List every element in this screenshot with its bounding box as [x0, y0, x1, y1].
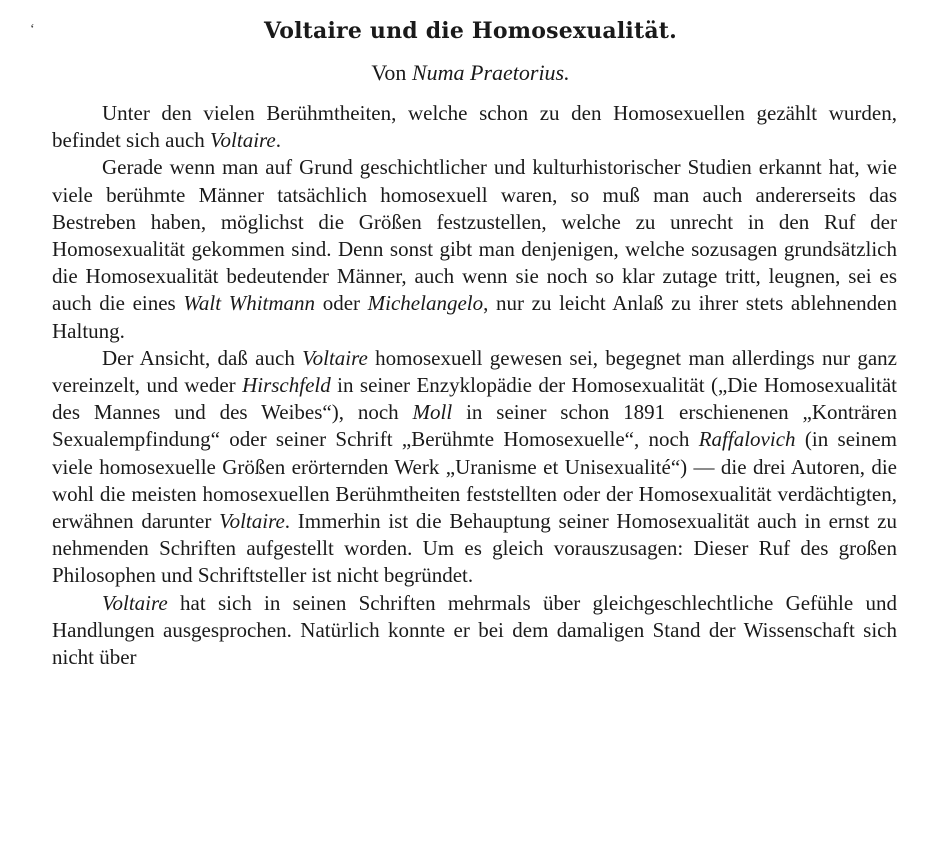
paragraph-text: in seiner schon 1891 erschienenen „Konträren Sexualempfindung“ oder seiner Schrift „Berühmte Homosexuelle“, noch: [52, 400, 897, 452]
author-name: Numa Praetorius.: [411, 60, 570, 85]
paragraph-text: .: [275, 128, 281, 153]
emphasized-name: Voltaire: [219, 509, 285, 534]
paragraph-text: oder: [315, 291, 368, 316]
paragraph-text: hat sich in seinen Schriften mehrmals über gleichgeschlechtliche Gefühle und Handlungen ausgesprochen. Natürlich konnte er bei dem damaligen Stand der Wissenschaft sich nicht über: [52, 590, 897, 670]
paragraph-text: Unter den vielen Berühmtheiten, welche schon zu den Homosexuellen gezählt wurden, befindet sich auch: [52, 101, 897, 153]
paragraph-text: . Immerhin ist die Behauptung seiner Homosexualität auch in ernst zu nehmenden Schriften aufgestellt worden. Um es gleich vorauszusagen: Dieser Ruf des großen Philosophen und Schriftsteller ist nicht begründet.: [52, 509, 897, 588]
paragraph: [52, 154, 897, 344]
paragraph-text: , nur zu leicht Anlaß zu ihrer stets ablehnenden Haltung.: [52, 291, 897, 343]
paragraph-text: (in seinem viele homosexuelle Größen erörternden Werk „Uranisme et Unisexualité“) — die drei Autoren, die wohl die meisten homosexuellen Berühmtheiten feststellten oder der Homosexualität verdächtigten, erwähnen darunter: [52, 427, 898, 534]
byline: [0, 60, 941, 86]
marginal-mark: ‘: [30, 22, 35, 37]
article-title: Voltaire und die Homosexualität.: [263, 18, 678, 44]
paragraph-text: homosexuell gewesen sei, begegnet man allerdings nur ganz vereinzelt, und weder: [52, 345, 897, 398]
emphasized-name: Voltaire: [102, 590, 168, 615]
emphasized-name: Walt Whitmann: [183, 291, 316, 316]
emphasized-name: Raffalovich: [698, 427, 796, 452]
paragraph: [52, 100, 897, 154]
paragraph-text: Gerade wenn man auf Grund geschichtlicher und kulturhistorischer Studien erkannt hat, wie viele berühmte Männer tatsächlich homosexuell waren, so muß man auch andererseits das Bestreben haben, möglichst die Größen festzustellen, welche zu unrecht in den Ruf der Homosexualität gekommen sind. Denn sonst gibt man denjenigen, welche sozusagen grundsätzlich die Homosexualität bedeutender Männer, auch wenn sie noch so klar zutage tritt, leugnen, sei es auch die eines: [52, 155, 897, 316]
article-body: [52, 100, 897, 671]
paragraph: [52, 345, 897, 590]
paragraph-text: in seiner Enzyklopädie der Homosexualität („Die Homosexualität des Mannes und des Weibes“), noch: [52, 373, 897, 425]
paragraph-text: Der Ansicht, daß auch: [102, 345, 303, 370]
byline-prefix: Von: [371, 60, 407, 85]
paragraph: [52, 590, 897, 672]
emphasized-name: Michelangelo: [367, 291, 484, 316]
emphasized-name: Moll: [412, 400, 453, 425]
emphasized-name: Voltaire: [302, 345, 368, 370]
emphasized-name: Voltaire: [210, 128, 276, 153]
emphasized-name: Hirschfeld: [242, 373, 331, 398]
